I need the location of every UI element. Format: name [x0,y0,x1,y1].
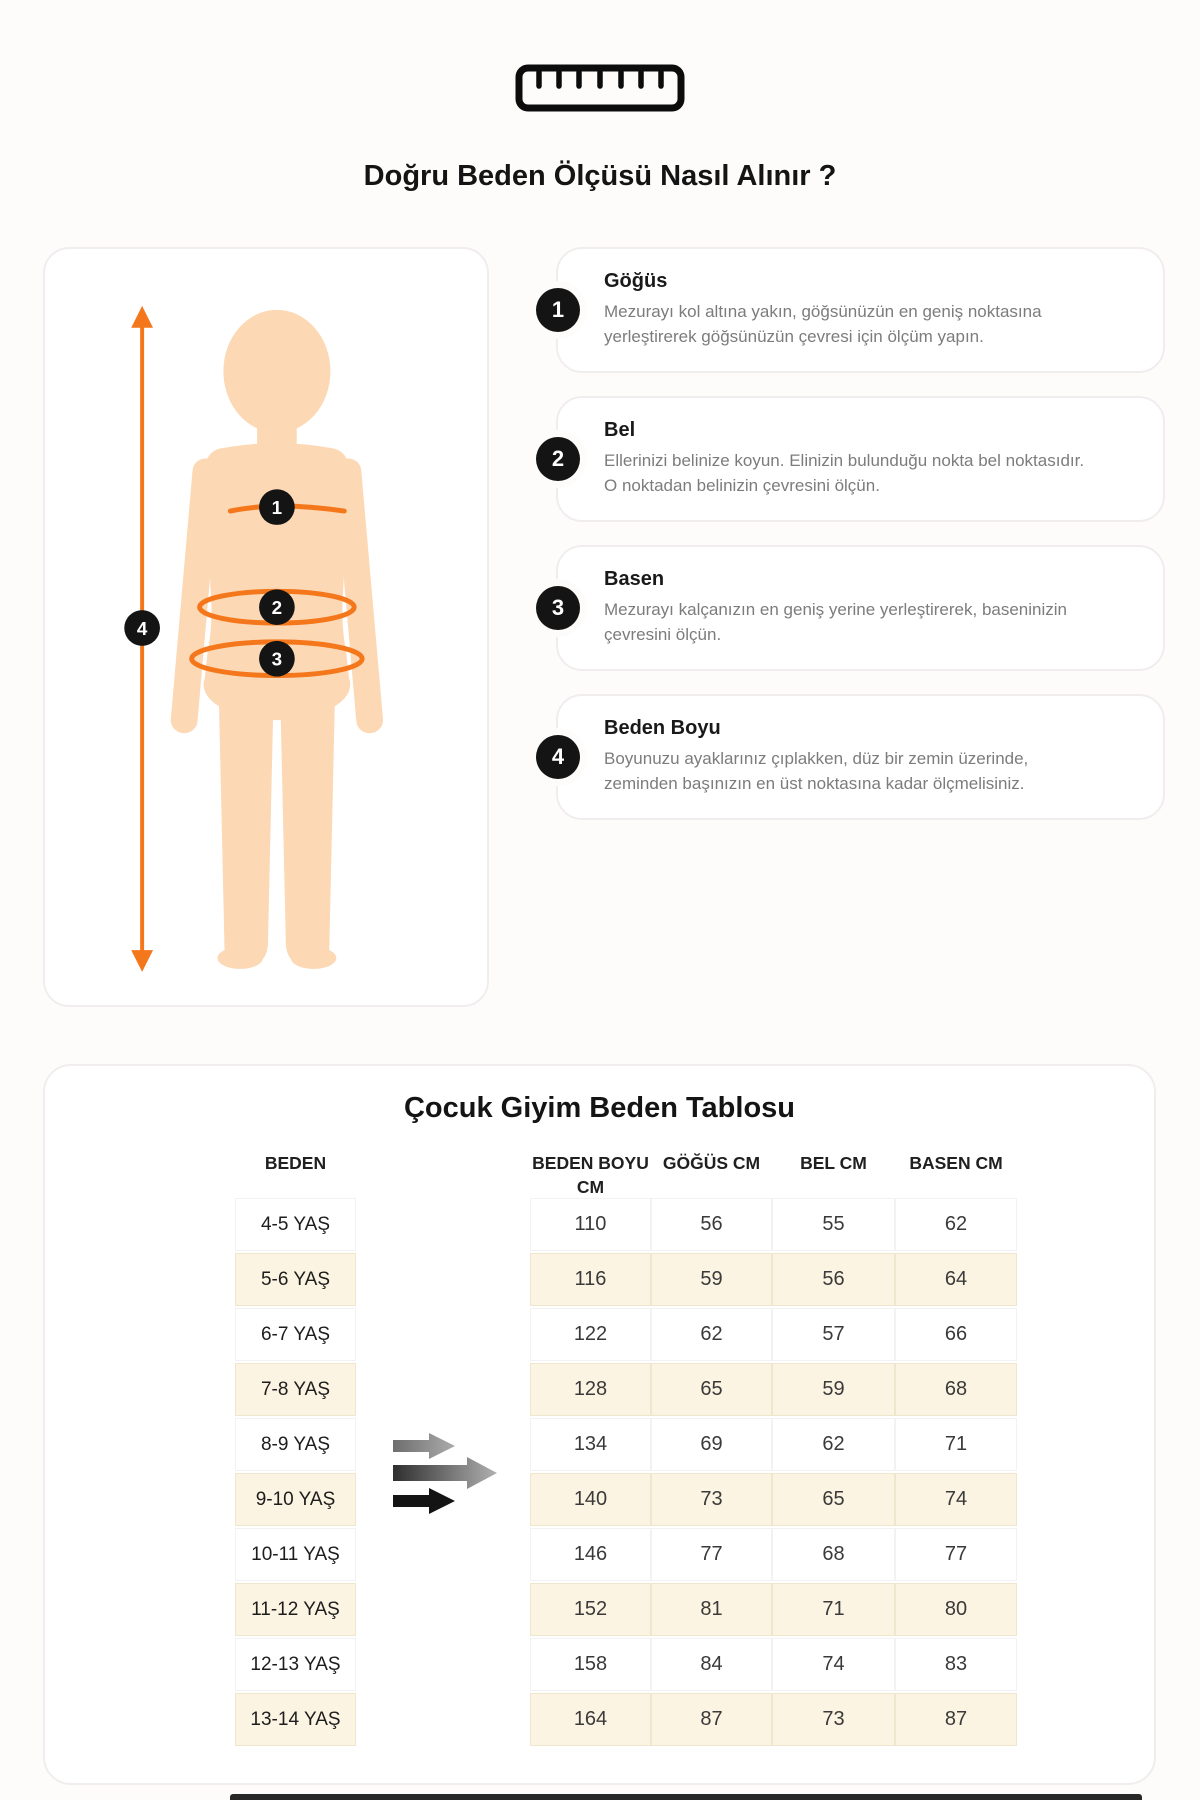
instruction-card-basen [551,545,1165,671]
instruction-text: Ellerinizi belinize koyun. Elinizin bulunduğu nokta bel noktasıdır. O noktadan belinizin çevresini ölçün. [604,451,1085,495]
step-3-badge: 3 [536,586,580,630]
size-value-cell: 87 [651,1693,772,1746]
col-header-beden-boyu: BEDEN BOYU CM [532,1153,649,1197]
table-row [235,1693,1017,1746]
marker-2-label: 2 [271,597,283,619]
size-value-cell: 62 [651,1308,772,1361]
size-value-cell: 59 [651,1253,772,1306]
gap-cell [356,1693,530,1746]
page-title: Doğru Beden Ölçüsü Nasıl Alınır ? [363,160,837,192]
size-value-cell: 134 [530,1418,651,1471]
size-value-cell: 77 [895,1528,1017,1581]
size-label-cell: 6-7 YAŞ [235,1308,356,1361]
size-value-cell: 66 [895,1308,1017,1361]
size-label-cell: 13-14 YAŞ [235,1693,356,1746]
size-value-cell: 77 [651,1528,772,1581]
step-4-badge: 4 [536,735,580,779]
size-label-cell: 12-13 YAŞ [235,1638,356,1691]
col-header-bel: BEL CM [800,1153,867,1173]
body-measure-figure-card [43,247,489,1007]
table-row [235,1363,1017,1416]
instruction-title: Basen [604,568,665,591]
size-value-cell: 74 [895,1473,1017,1526]
instruction-title: Göğüs [604,270,668,293]
instruction-card-bel [551,396,1165,522]
size-value-cell: 73 [651,1473,772,1526]
size-value-cell: 57 [772,1308,895,1361]
size-value-cell: 146 [530,1528,651,1581]
size-value-cell: 122 [530,1308,651,1361]
bottom-sheet-handle [230,1794,1142,1800]
size-value-cell: 71 [895,1418,1017,1471]
gap-cell [356,1583,530,1636]
size-label-cell: 11-12 YAŞ [235,1583,356,1636]
table-row [235,1638,1017,1691]
size-value-cell: 69 [651,1418,772,1471]
size-value-cell: 110 [530,1198,651,1251]
size-value-cell: 56 [651,1198,772,1251]
gap-cell [356,1308,530,1361]
ruler-icon [515,64,685,112]
table-row [235,1198,1017,1251]
size-value-cell: 68 [895,1363,1017,1416]
size-value-cell: 74 [772,1638,895,1691]
size-value-cell: 84 [651,1638,772,1691]
size-label-cell: 5-6 YAŞ [235,1253,356,1306]
size-table-title: Çocuk Giyim Beden Tablosu [403,1092,796,1124]
size-label-cell: 8-9 YAŞ [235,1418,356,1471]
instruction-text: Mezurayı kol altına yakın, göğsünüzün en geniş noktasına yerleştirerek göğsünüzün çevresi için ölçüm yapın. [604,302,1042,346]
table-row [235,1583,1017,1636]
size-value-cell: 71 [772,1583,895,1636]
instruction-card-beden-boyu [551,694,1165,820]
size-value-cell: 158 [530,1638,651,1691]
size-table-header [235,1152,1017,1199]
gap-cell [356,1198,530,1251]
table-row [235,1253,1017,1306]
size-value-cell: 140 [530,1473,651,1526]
table-row [235,1308,1017,1361]
size-value-cell: 55 [772,1198,895,1251]
col-header-gogus: GÖĞÜS CM [662,1153,761,1173]
size-value-cell: 68 [772,1528,895,1581]
size-value-cell: 87 [895,1693,1017,1746]
size-value-cell: 65 [651,1363,772,1416]
size-value-cell: 128 [530,1363,651,1416]
triple-arrow-right-icon [383,1424,523,1524]
size-value-cell: 65 [772,1473,895,1526]
instruction-text: Boyunuzu ayaklarınız çıplakken, düz bir zemin üzerinde, zeminden başınızın en üst noktasına kadar ölçmelisiniz. [604,749,1029,793]
table-row [235,1528,1017,1581]
size-value-cell: 62 [895,1198,1017,1251]
marker-1-label: 1 [271,497,283,519]
instruction-title: Bel [604,419,636,442]
size-value-cell: 64 [895,1253,1017,1306]
size-label-cell: 9-10 YAŞ [235,1473,356,1526]
instruction-cards [551,247,1165,820]
marker-4-label: 4 [136,617,148,639]
size-value-cell: 81 [651,1583,772,1636]
size-label-cell: 10-11 YAŞ [235,1528,356,1581]
size-value-cell: 56 [772,1253,895,1306]
size-value-cell: 62 [772,1418,895,1471]
size-value-cell: 164 [530,1693,651,1746]
body-figure-illustration [45,249,487,1005]
table-row [235,1473,1017,1526]
gap-cell [356,1363,530,1416]
size-value-cell: 152 [530,1583,651,1636]
size-value-cell: 59 [772,1363,895,1416]
size-value-cell: 73 [772,1693,895,1746]
col-header-beden: BEDEN [264,1153,327,1173]
gap-cell [356,1253,530,1306]
marker-3-label: 3 [271,648,283,670]
step-1-badge: 1 [536,288,580,332]
size-table-card [43,1064,1156,1785]
instruction-card-gogus [551,247,1165,373]
size-label-cell: 7-8 YAŞ [235,1363,356,1416]
instruction-title: Beden Boyu [604,717,721,740]
instruction-text: Mezurayı kalçanızın en geniş yerine yerleştirerek, baseninizin çevresini ölçün. [604,600,1068,644]
size-value-cell: 80 [895,1583,1017,1636]
size-label-cell: 4-5 YAŞ [235,1198,356,1251]
col-header-basen: BASEN CM [909,1153,1003,1173]
gap-cell [356,1528,530,1581]
size-value-cell: 116 [530,1253,651,1306]
step-2-badge: 2 [536,437,580,481]
gap-cell [356,1638,530,1691]
size-table-body [235,1198,1017,1748]
table-row [235,1418,1017,1471]
size-value-cell: 83 [895,1638,1017,1691]
